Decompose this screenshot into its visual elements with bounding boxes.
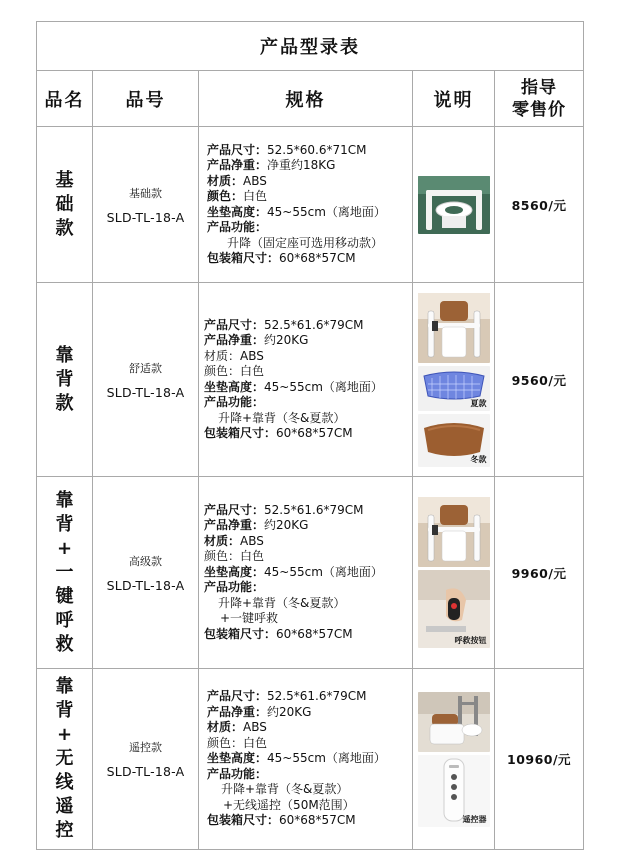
product-name-char: + [56, 724, 73, 745]
model-code: SLD-TL-18-A [106, 764, 185, 779]
spec-line: 产品尺寸：52.5*61.6*79CM [204, 502, 364, 517]
product-name-char: 线 [55, 772, 74, 793]
model-kind: 高级款 [129, 554, 162, 568]
spec-line: +无线遥控（50M范围） [223, 797, 355, 812]
product-name [37, 127, 93, 283]
spec-line: 产品净重：约20KG [204, 333, 309, 347]
spec-line: 产品尺寸：52.5*61.6*79CM [207, 689, 367, 704]
product-name-char: 础 [55, 193, 74, 215]
header-price-line2: 零售价 [512, 99, 567, 120]
spec-line: 升降+靠背（冬&夏款） [221, 782, 349, 797]
spec-line: 材质：ABS [207, 720, 267, 735]
spec-line: 坐垫高度：45~55cm（离地面） [207, 204, 386, 219]
product-name-char: 靠 [55, 489, 74, 511]
toilet-lift-remote-model-image [418, 692, 490, 752]
product-name-char: + [56, 537, 73, 559]
header-desc: 说明 [413, 71, 495, 127]
product-images [413, 283, 495, 477]
product-model [93, 283, 199, 477]
spec-line: 产品净重：约20KG [204, 518, 309, 533]
product-spec [199, 669, 413, 850]
product-name-char: 背 [55, 513, 74, 535]
spec-line: +一键呼救 [220, 611, 279, 626]
product-price: 9560/元 [495, 283, 584, 477]
product-price: 10960/元 [495, 669, 584, 850]
spec-line: 产品功能： [207, 220, 268, 234]
image-caption: 夏款 [470, 398, 487, 408]
product-price: 9960/元 [495, 477, 584, 669]
spec-line: 颜色：白色 [207, 189, 268, 203]
table-row [37, 477, 584, 669]
winter-cushion-image [418, 414, 490, 467]
product-name-char: 背 [55, 700, 74, 721]
toilet-lift-with-backrest-image [418, 497, 490, 567]
toilet-lift-frame-image [418, 176, 490, 234]
spec-line: 产品尺寸：52.5*61.6*79CM [204, 317, 364, 332]
spec-line: 包装箱尺寸：60*68*57CM [204, 426, 353, 440]
toilet-lift-with-backrest-image [418, 293, 490, 363]
model-kind: 基础款 [129, 186, 162, 200]
product-name-char: 控 [55, 820, 74, 841]
product-name-char: 无 [55, 748, 74, 769]
table-row [37, 127, 584, 283]
product-name-char: 呼 [55, 609, 74, 631]
product-name-char: 靠 [55, 344, 74, 366]
spec-line: 产品净重：净重约18KG [207, 158, 336, 172]
spec-line: 颜色：白色 [204, 549, 265, 564]
product-name-char: 基 [55, 169, 74, 191]
product-name-char: 靠 [55, 676, 74, 697]
product-name-char: 款 [55, 217, 74, 239]
model-code: SLD-TL-18-A [106, 384, 185, 400]
header-price [495, 71, 584, 127]
model-code: SLD-TL-18-A [106, 209, 185, 225]
spec-line: 升降（固定座可选用移动款） [227, 235, 384, 250]
spec-line: 材质：ABS [207, 173, 267, 188]
header-model: 品号 [93, 71, 199, 127]
product-name-char: 一 [55, 561, 74, 583]
image-caption: 遥控器 [462, 814, 487, 824]
table-row [37, 283, 584, 477]
spec-line: 包装箱尺寸：60*68*57CM [207, 813, 356, 828]
spec-line: 产品净重：约20KG [207, 704, 312, 719]
product-spec [199, 127, 413, 283]
spec-line: 颜色：白色 [204, 364, 265, 378]
spec-line: 升降+靠背（冬&夏款） [218, 595, 346, 610]
product-spec [199, 283, 413, 477]
product-images [413, 477, 495, 669]
header-price-line1: 指导 [521, 77, 558, 98]
spec-line: 升降+靠背（冬&夏款） [218, 410, 346, 425]
spec-line: 产品功能： [204, 395, 265, 409]
product-price: 8560/元 [495, 127, 584, 283]
product-name-char: 款 [55, 392, 74, 414]
product-images [413, 669, 495, 850]
product-name-char: 遥 [55, 796, 74, 817]
model-kind: 遥控款 [129, 741, 162, 754]
product-catalog-table [36, 21, 584, 850]
product-model [93, 669, 199, 850]
product-model [93, 127, 199, 283]
model-kind: 舒适款 [129, 361, 162, 375]
header-spec: 规格 [199, 71, 413, 127]
product-name-char: 救 [55, 633, 74, 655]
spec-line: 包装箱尺寸：60*68*57CM [207, 251, 356, 265]
product-name-char: 背 [55, 368, 74, 390]
spec-line: 产品功能： [204, 580, 265, 595]
spec-line: 包装箱尺寸：60*68*57CM [204, 626, 353, 641]
spec-line: 颜色：白色 [207, 735, 268, 750]
summer-cushion-image [418, 366, 490, 411]
product-spec [199, 477, 413, 669]
product-images [413, 127, 495, 283]
model-code: SLD-TL-18-A [106, 577, 185, 593]
header-name: 品名 [37, 71, 93, 127]
spec-line: 坐垫高度：45~55cm（离地面） [204, 564, 383, 579]
image-caption: 呼救按钮 [454, 636, 487, 645]
spec-line: 材质：ABS [204, 533, 264, 548]
spec-line: 产品功能： [207, 766, 268, 781]
image-caption: 冬款 [470, 454, 487, 464]
spec-line: 材质：ABS [204, 348, 264, 363]
spec-line: 坐垫高度：45~55cm（离地面） [207, 751, 386, 766]
product-model [93, 477, 199, 669]
product-name [37, 669, 93, 850]
spec-line: 坐垫高度：45~55cm（离地面） [204, 379, 383, 394]
product-name [37, 477, 93, 669]
catalog-title: 产品型录表 [37, 22, 584, 71]
product-name [37, 283, 93, 477]
emergency-call-button-image [418, 570, 490, 648]
product-name-char: 键 [55, 585, 74, 607]
remote-control-image [418, 755, 490, 827]
table-row [37, 669, 584, 850]
spec-line: 产品尺寸：52.5*60.6*71CM [207, 142, 367, 157]
